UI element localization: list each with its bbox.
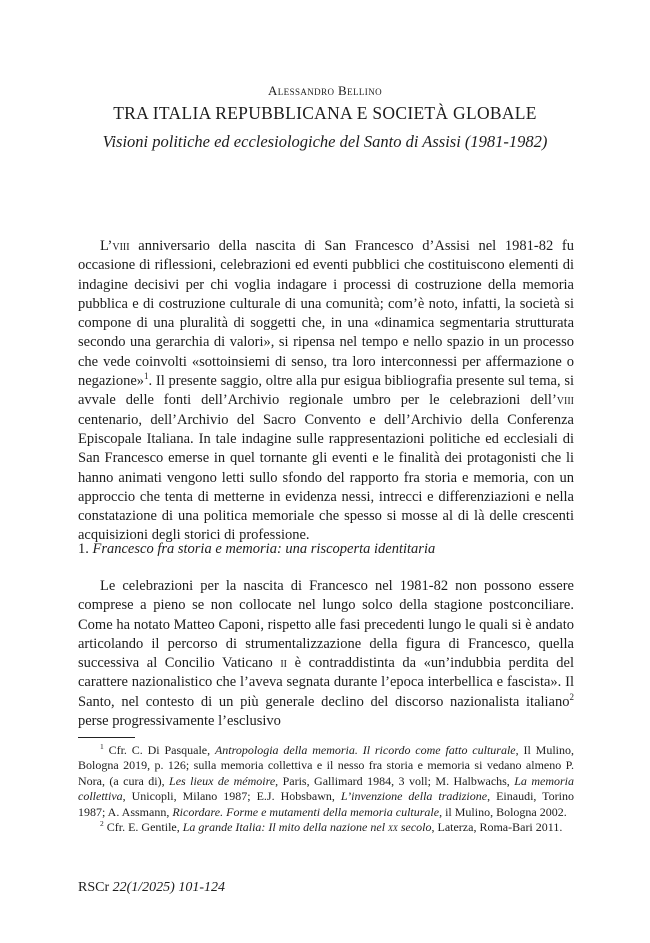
text-run: , Paris, Gallimard 1984, 3 voll; M. Halbwachs, bbox=[275, 773, 515, 788]
section-1-paragraph bbox=[78, 577, 574, 731]
text-run: L’ bbox=[100, 238, 113, 254]
footnotes bbox=[78, 743, 574, 835]
text-run: secolo bbox=[397, 820, 432, 835]
article-title: TRA ITALIA REPUBBLICANA E SOCIETÀ GLOBALE bbox=[113, 103, 537, 123]
journal-citation bbox=[78, 880, 225, 896]
text-run: , Einaudi, Torino 1987; A. Assmann, bbox=[78, 789, 574, 819]
article-author: Alessandro Bellino bbox=[267, 83, 382, 98]
book-title: Les lieux de mémoire bbox=[169, 773, 276, 788]
roman-numeral: viii bbox=[112, 238, 130, 254]
text-run: , Laterza, Roma-Bari 2011. bbox=[431, 820, 563, 835]
text-run: Cfr. C. Di Pasquale, bbox=[103, 743, 215, 757]
intro-paragraph bbox=[78, 237, 574, 546]
footnote-ref-2[interactable]: 2 bbox=[569, 691, 574, 702]
section-number: 1. bbox=[78, 541, 93, 557]
text-run: Le celebrazioni per la nascita di Francesco nel 1981-82 non possono essere comprese a pieno se non collocate nel lungo solco della stagione postconciliare. Come ha notato Matteo Caponi, rispetto alle fasi precedenti lungo le quali si è andato articolando il percorso di strumentalizzazione della figura di Francesco, quella successiva al Concilio Vaticano bbox=[78, 578, 574, 672]
text-run: Cfr. E. Gentile, bbox=[103, 820, 183, 835]
book-title bbox=[183, 820, 432, 834]
book-title: Antropologia della memoria. Il ricordo come fatto culturale bbox=[214, 743, 516, 757]
section-heading bbox=[78, 541, 574, 558]
text-run: , Unicopli, Milano 1987; E.J. Hobsbawn, bbox=[122, 789, 341, 804]
section-title: Francesco fra storia e memoria: una riscoperta identitaria bbox=[92, 541, 436, 557]
text-run: , Il Mulino, Bologna 2019, p. 126; sulla memoria collettiva e il nesso fra storia e memoria si vedano almeno P. Nora, (a cura di), bbox=[78, 743, 574, 788]
book-title: Ricordare. Forme e mutamenti della memoria culturale bbox=[172, 804, 440, 819]
journal-issue-pages: 22(1/2025) 101-124 bbox=[112, 880, 226, 895]
section-1-text bbox=[78, 577, 574, 731]
text-run: centenario, dell’Archivio del Sacro Convento e dell’Archivio della Conferenza Episcopale Italiana. In tale indagine sulle rappresentazioni politiche ed ecclesiali di San Francesco emerse in quel tornante gli eventi e le finalità dei protagonisti che li hanno animati vengono letti sullo sfondo del rapporto fra storia e memoria, con un approccio che tenta di metterne in evidenza nessi, intrecci e differenziazioni e nella constatazione di una politica memoriale che spesso si mosse al di là delle crescenti acquisizioni degli storici di professione. bbox=[78, 411, 574, 544]
footnote-divider bbox=[78, 737, 135, 738]
text-run: perse progressivamente l’esclusivo bbox=[78, 713, 281, 730]
text-run: , il Mulino, Bologna 2002. bbox=[439, 804, 567, 819]
footnote-1 bbox=[78, 743, 574, 820]
roman-numeral: ii bbox=[280, 655, 288, 672]
article-subtitle: Visioni politiche ed ecclesiologiche del Santo di Assisi (1981-1982) bbox=[102, 132, 548, 151]
intro-text bbox=[78, 237, 574, 546]
text-run: è contraddistinta da «un’indubbia perdita del carattere nazionalistico che l’aveva segnata durante l’epoca interbellica e fascista». Il Santo, nel contesto di un più generale declino del discorso nazionalista italiano bbox=[78, 655, 574, 710]
footnote-mark: 1 bbox=[100, 742, 104, 751]
text-run: anniversario della nascita di San Francesco d’Assisi nel 1981-82 fu occasione di riflessioni, celebrazioni ed eventi pubblici che costituiscono elementi di indagine decisivi per chi voglia indagare i processi di costruzione della memoria pubblica e di costruzione culturale di una comunità; com’è noto, infatti, la società si compone di una pluralità di soggetti che, in una «dinamica segmentaria strutturata secondo una gerarchia di valori», si ripensa nel tempo e nello spazio in un processo che vede coinvolti «sottoinsiemi di senso, tra loro interconnessi per affermazione o negazione» bbox=[78, 238, 574, 390]
footnote-ref-1[interactable]: 1 bbox=[144, 371, 149, 382]
book-title: La memoria collettiva bbox=[78, 773, 575, 804]
book-title: L’invenzione della tradizione bbox=[340, 789, 488, 804]
footnote-mark: 2 bbox=[100, 819, 104, 829]
roman-numeral: xx bbox=[388, 820, 398, 835]
text-run: . Il presente saggio, oltre alla pur esigua bibliografia presente sul tema, si avvale delle fonti dell’Archivio regionale umbro per le celebrazioni dell’ bbox=[78, 373, 574, 409]
text-run: La grande Italia: Il mito della nazione nel bbox=[182, 820, 389, 835]
footnote-2 bbox=[78, 820, 574, 835]
journal-name: RSCr bbox=[78, 880, 113, 895]
roman-numeral: viii bbox=[556, 392, 574, 409]
